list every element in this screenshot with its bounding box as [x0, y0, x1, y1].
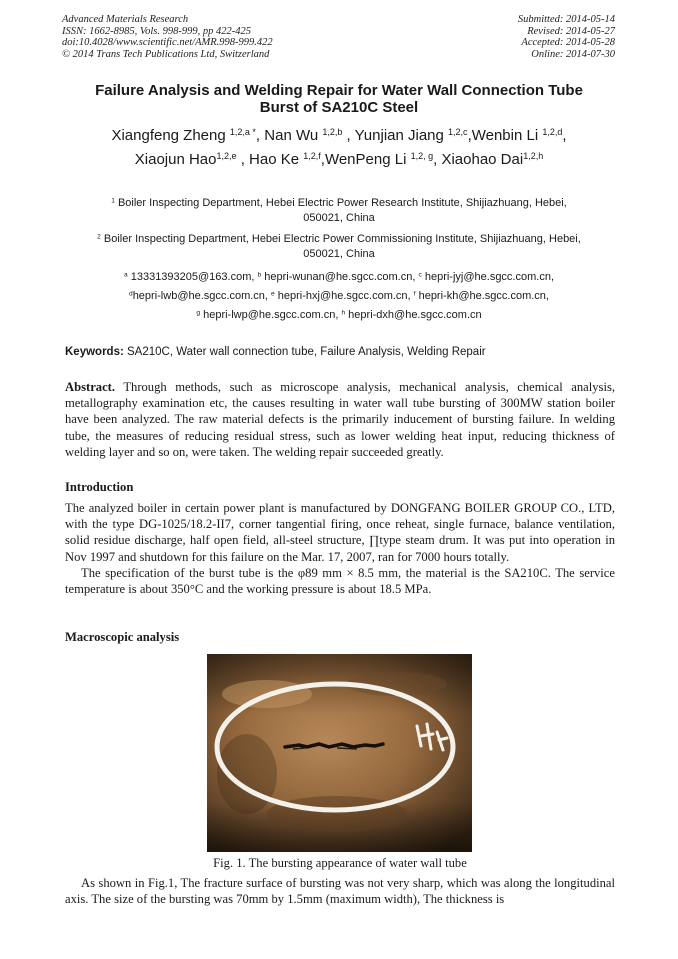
macroscopic-heading: Macroscopic analysis	[65, 630, 180, 644]
keywords-text: SA210C, Water wall connection tube, Failure Analysis, Welding Repair	[123, 346, 486, 358]
date-online: Online: 2014-07-30	[531, 48, 615, 60]
keywords-label: Keywords:	[65, 346, 124, 358]
author-name: Xiaohao Dai	[441, 151, 524, 168]
author-separator: ,	[255, 127, 265, 144]
affiliation-number: 1	[111, 197, 115, 205]
author-sup: 1,2,c	[448, 127, 468, 138]
date-submitted: Submitted: 2014-05-14	[517, 14, 615, 25]
author-separator: ,	[562, 127, 567, 144]
email-line-2: $^d$hepri-lwb@he.sgcc.com.cn, $^e$ hepri-hxj@he.sgcc.com.cn, $^f$ hepri-kh@he.sgcc.com.cn,	[129, 290, 549, 302]
abstract-label: Abstract.	[65, 380, 116, 394]
affiliation-2-line-1	[60, 232, 618, 247]
introduction-paragraph-1: The analyzed boiler in certain power plant is manufactured by DONGFANG BOILER GROUP CO., LTD, with the type DG-1025/18.2-II7, corner tangential firing, once reheat, single furnace, balance ventilation, solid residue discharge, half open field, all-steel structure, ∏type steam drum. It was put into operation in Nov 1997 and shutdown for this failure on the Mar. 17, 2007, ran for 7000 hours totally.	[65, 501, 615, 564]
author-separator: ,	[342, 127, 355, 144]
journal-info	[62, 14, 273, 60]
abstract	[65, 379, 615, 460]
author-name: Wenbin Li	[471, 127, 539, 144]
email-line-1: $^a$ 13331393205@163.com, $^b$ hepri-wunan@he.sgcc.com.cn, $^c$ hepri-jyj@he.sgcc.com.cn,	[123, 271, 555, 283]
email-d[interactable]: hepri-lwb@he.sgcc.com.cn	[132, 290, 265, 302]
figure-1-photo	[207, 654, 472, 852]
email-marker: d	[129, 290, 133, 298]
email-g[interactable]: hepri-lwp@he.sgcc.com.cn	[203, 309, 336, 321]
journal-doi: doi:10.4028/www.scientific.net/AMR.998-999.422	[62, 37, 273, 48]
author-name: Xiaojun Hao	[134, 151, 217, 168]
publication-dates	[518, 14, 615, 60]
date-revised: Revised: 2014-05-27	[527, 25, 615, 37]
author-name: Xiangfeng Zheng	[111, 127, 226, 144]
author-separator: ,	[467, 127, 472, 144]
author-line-1	[60, 124, 618, 148]
affiliation-2-line-2: 050021, China	[303, 248, 375, 260]
author-line-2	[60, 148, 618, 172]
author-sup: 1,2,b	[322, 127, 343, 138]
figure-1-caption: Fig. 1. The bursting appearance of water wall tube	[213, 856, 467, 870]
email-f[interactable]: hepri-kh@he.sgcc.com.cn	[418, 290, 546, 302]
burst-tube-photo	[207, 654, 472, 852]
title-line-1: Failure Analysis and Welding Repair for Water Wall Connection Tube	[95, 82, 583, 99]
email-marker: e	[271, 290, 275, 298]
journal-copyright: © 2014 Trans Tech Publications Ltd, Switzerland	[62, 48, 270, 60]
keywords	[65, 345, 615, 360]
author-name: Nan Wu	[264, 127, 319, 144]
affiliation-1	[60, 196, 618, 226]
author-sup: 1,2,h	[523, 151, 544, 162]
email-marker: a	[123, 271, 128, 279]
email-a[interactable]: 13331393205@163.com	[130, 271, 252, 283]
affiliation-number: 2	[97, 233, 101, 241]
author-list	[60, 124, 618, 172]
email-marker: c	[418, 271, 422, 279]
affiliation-text: Boiler Inspecting Department, Hebei Electric Power Research Institute, Shijiazhuang, Hebei,	[117, 197, 567, 209]
introduction-heading: Introduction	[65, 480, 134, 494]
email-b[interactable]: hepri-wunan@he.sgcc.com.cn	[264, 271, 413, 283]
email-h[interactable]: hepri-dxh@he.sgcc.com.cn	[348, 309, 482, 321]
author-separator: ,	[433, 151, 442, 168]
author-separator: ,	[236, 151, 250, 168]
email-e[interactable]: hepri-hxj@he.sgcc.com.cn	[277, 290, 408, 302]
author-sup: 1,2,d	[542, 127, 563, 138]
email-marker: f	[413, 290, 416, 298]
affiliation-text: Boiler Inspecting Department, Hebei Electric Power Commissioning Institute, Shijiazhuang, Hebei,	[103, 233, 581, 245]
abstract-text: Through methods, such as microscope analysis, mechanical analysis, chemical analysis, metallography examination etc, the causes resulting in water wall tube bursting of 300MW station boiler have been analyzed. The raw material defects is the primarily inducement of bursting failure. In welding tube, the measures of reducing residual stress, such as lower welding heat input, reducing thickness of welding layer and so on, were taken. The welding repair succeeded greatly.	[65, 380, 615, 459]
author-separator: ,	[320, 151, 325, 168]
email-line-3: $^g$ hepri-lwp@he.sgcc.com.cn, $^h$ hepri-dxh@he.sgcc.com.cn	[196, 309, 482, 321]
author-emails	[60, 268, 618, 325]
affiliation-1-line-1	[60, 196, 618, 211]
author-sup: 1,2,e	[216, 151, 237, 162]
introduction-body	[65, 500, 615, 597]
author-sup: 1,2, g	[410, 151, 434, 162]
affiliation-1-line-2: 050021, China	[303, 212, 375, 224]
email-c[interactable]: hepri-jyj@he.sgcc.com.cn	[424, 271, 551, 283]
author-sup: 1,2,a *	[229, 127, 256, 138]
email-marker: h	[341, 309, 346, 317]
journal-name: Advanced Materials Research	[62, 14, 189, 25]
macroscopic-paragraph: As shown in Fig.1, The fracture surface of bursting was not very sharp, which was along the longitudinal axis. The size of the bursting was 70mm by 1.5mm (maximum width), The thickness is	[65, 876, 615, 907]
author-name: Yunjian Jiang	[354, 127, 444, 144]
introduction-paragraph-2: The specification of the burst tube is the φ89 mm × 8.5 mm, the material is the SA210C. The service temperature is about 350°C and the working pressure is about 18.5 MPa.	[65, 565, 615, 597]
email-marker: g	[196, 309, 201, 317]
author-sup: 1,2,f	[303, 151, 321, 162]
author-name: Hao Ke	[249, 151, 300, 168]
paper-title	[60, 82, 618, 116]
author-name: WenPeng Li	[324, 151, 407, 168]
affiliation-2	[60, 232, 618, 262]
journal-issn: ISSN: 1662-8985, Vols. 998-999, pp 422-425	[62, 25, 251, 37]
title-line-2: Burst of SA210C Steel	[259, 99, 419, 116]
date-accepted: Accepted: 2014-05-28	[521, 37, 615, 48]
email-marker: b	[257, 271, 262, 279]
